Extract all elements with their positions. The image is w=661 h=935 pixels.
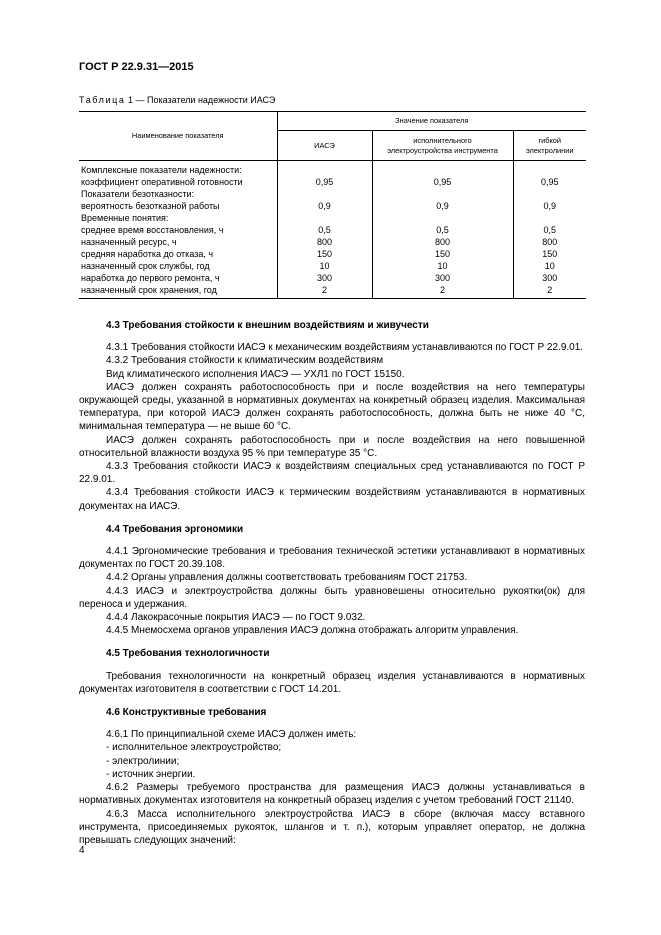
- table-cell-value: 10: [544, 261, 555, 271]
- table-cell-value: 300: [542, 273, 558, 283]
- column-header-iase: [277, 131, 372, 161]
- column-header-name: Наименование показателя: [79, 112, 277, 161]
- paragraph: Требования технологичности на конкретный образец изделия устанавливаются в нормативных документах изготовителя в соответствии с ГОСТ 14.201.: [79, 670, 585, 695]
- paragraph: 4.6.1 По принципиальной схеме ИАСЭ должен иметь:: [106, 729, 357, 741]
- table-cell-value: 2: [439, 285, 445, 295]
- table-cell-value: 10: [319, 261, 330, 271]
- column-header-line: [513, 131, 586, 161]
- table-row-name: назначенный срок службы, год: [81, 261, 210, 271]
- table-cell-value: 150: [316, 249, 333, 259]
- table-values-line: [513, 161, 586, 299]
- paragraph: 4.3.1 Требования стойкости ИАСЭ к механическим воздействиям устанавливаются по ГОСТ Р 22.9.01.: [106, 342, 584, 354]
- column-group-header: Значение показателя: [277, 112, 586, 131]
- table-cell-value: 0,9: [318, 201, 331, 211]
- table-cell-value: 0,5: [436, 225, 449, 235]
- table-cell-value: [514, 212, 587, 224]
- table-caption: [79, 95, 275, 105]
- table-cell-value: 10: [437, 261, 448, 271]
- table-cell-value: [278, 212, 372, 224]
- table-caption-label: Таблица: [79, 95, 126, 105]
- table-cell-value: 800: [542, 237, 558, 247]
- header-line: электроустройства инструмента: [387, 145, 498, 155]
- table-caption-text: 1 — Показатели надежности ИАСЭ: [125, 95, 276, 105]
- table-row-name: коэффициент оперативной готовности: [81, 177, 243, 187]
- table-row-name: назначенный ресурс, ч: [81, 237, 177, 247]
- paragraph: 4.6.2 Размеры требуемого пространства для размещения ИАСЭ должны устанавливаться в нормативных документах изготовителя на конкретный образец изделия с учетом требований ГОСТ 21140.: [79, 782, 585, 807]
- paragraph: Вид климатического исполнения ИАСЭ — УХЛ1 по ГОСТ 15150.: [106, 368, 405, 380]
- paragraph: 4.3.4 Требования стойкости ИАСЭ к термическим воздействиям устанавливаются в нормативных документах на ИАСЭ.: [79, 487, 585, 512]
- paragraph: ИАСЭ должен сохранять работоспособность при и после воздействия на него повышенной относительной влажности воздуха 95 % при температуре 35 °С.: [79, 434, 585, 459]
- table-cell-value: 0,95: [433, 177, 452, 187]
- table-row-name: Комплексные показатели надежности:: [81, 165, 242, 175]
- table-row-name: средняя наработка до отказа, ч: [81, 249, 214, 259]
- table-row-name: наработка до первого ремонта, ч: [81, 273, 220, 283]
- header-line: электролинии: [525, 145, 574, 155]
- paragraph: 4.4.5 Мнемосхема органов управления ИАСЭ должна отображать алгоритм управления.: [106, 625, 519, 637]
- header-line: ИАСЭ: [314, 140, 335, 150]
- list-item: - источник энергии.: [106, 768, 196, 780]
- table-cell-value: 0,5: [543, 225, 556, 235]
- table-values-iase: [277, 161, 372, 299]
- table-cell-value: 0,9: [436, 201, 449, 211]
- list-item: - исполнительное электроустройство;: [106, 742, 282, 754]
- table-cell-value: 800: [434, 237, 451, 247]
- section-heading: 4.4 Требования эргономики: [106, 523, 244, 535]
- list-item: - электролинии;: [106, 755, 180, 767]
- table-cell-value: 0,9: [543, 201, 556, 211]
- table-cell-value: 2: [321, 285, 327, 295]
- table-row-name: назначенный срок хранения, год: [81, 285, 217, 295]
- paragraph: 4.3.3 Требования стойкости ИАСЭ к воздействиям специальных сред устанавливаются по ГОСТ Р 22.9.01.: [79, 461, 585, 486]
- table-cell-value: [373, 164, 513, 176]
- paragraph: ИАСЭ должен сохранять работоспособность при и после воздействия на него температуры окружающей среды, указанной в нормативных документах на конкретный образец изделия. Максимальная температура, при которой ИАСЭ должен сохранять работоспособность, должна быть не ниже 40 °С, минимальная температура — не выше 60 °С.: [79, 381, 585, 433]
- section-heading: 4.5 Требования технологичности: [106, 648, 270, 660]
- table-cell-value: 0,5: [318, 225, 331, 235]
- table-cell-value: [278, 164, 372, 176]
- table-cell-value: [373, 212, 513, 224]
- table-cell-value: 150: [542, 249, 558, 259]
- header-line: исполнительного: [413, 135, 472, 145]
- table-cell-value: 800: [316, 237, 333, 247]
- table-cell-value: [278, 188, 372, 200]
- paragraph: 4.6.3 Масса исполнительного электроустройства ИАСЭ в сборе (включая массу вставного инструмента, присоединяемых рукояток, шлангов и т. п.), которым управляет оператор, не должна превышать следующих значений:: [79, 808, 585, 846]
- table-cell-value: 0,95: [540, 177, 559, 187]
- table-cell-value: 300: [434, 273, 451, 283]
- table-values-device: [372, 161, 513, 299]
- table-row-name: вероятность безотказной работы: [81, 201, 220, 211]
- table-row-name: Показатели безотказности:: [81, 189, 195, 199]
- page-number: 4: [79, 845, 85, 856]
- table-cell-value: 300: [316, 273, 333, 283]
- column-header-device: [372, 131, 513, 161]
- header-line: гибкой: [538, 135, 562, 145]
- table-names-column: [79, 161, 277, 299]
- table-cell-value: 150: [434, 249, 451, 259]
- paragraph: 4.4.2 Органы управления должны соответствовать требованиям ГОСТ 21753.: [106, 572, 468, 584]
- section-heading: 4.3 Требования стойкости к внешним воздействиям и живучести: [106, 320, 429, 331]
- section-heading: 4.6 Конструктивные требования: [106, 707, 267, 719]
- paragraph: 4.4.4 Лакокрасочные покрытия ИАСЭ — по ГОСТ 9.032.: [106, 612, 366, 624]
- document-body: [79, 319, 585, 847]
- table-cell-value: [514, 188, 587, 200]
- table-cell-value: 0,95: [315, 177, 334, 187]
- paragraph: 4.3.2 Требования стойкости к климатическим воздействиям: [106, 355, 384, 367]
- paragraph: 4.4.3 ИАСЭ и электроустройства должны быть уравновешены относительно рукоятки(ок) для переноса и удержания.: [79, 585, 585, 610]
- table-cell-value: [373, 188, 513, 200]
- table-cell-value: [514, 164, 587, 176]
- reliability-table: [79, 111, 586, 299]
- table-row-name: среднее время восстановления, ч: [81, 225, 224, 235]
- paragraph: 4.4.1 Эргономические требования и требования технической эстетики устанавливают в нормативных документах по ГОСТ 20.39.108.: [79, 546, 585, 571]
- table-row-name: Временные понятия:: [81, 213, 169, 223]
- document-header-code: ГОСТ Р 22.9.31—2015: [79, 61, 194, 73]
- table-cell-value: 2: [547, 285, 553, 295]
